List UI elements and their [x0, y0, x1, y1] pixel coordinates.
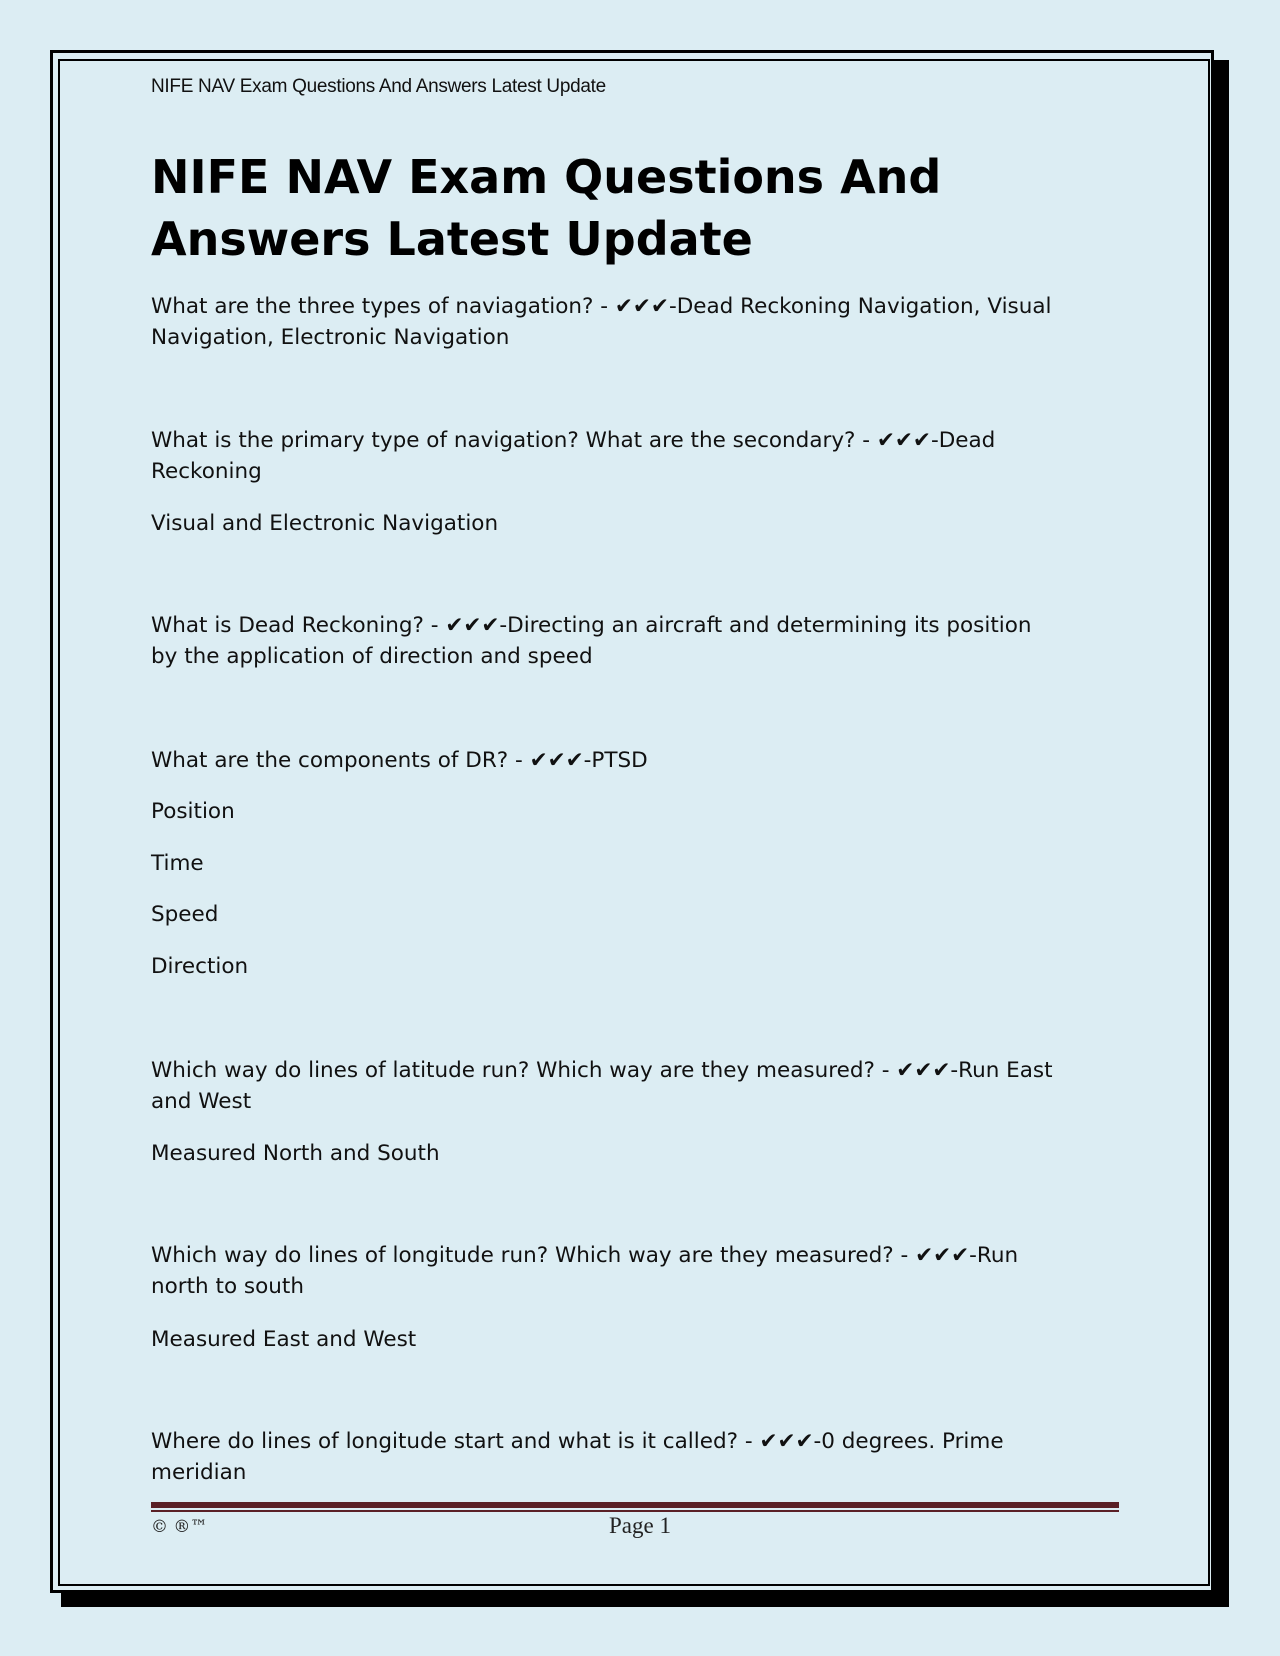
answer-line: Measured North and South — [151, 1141, 440, 1166]
question-line: Which way do lines of longitude run? Which way are they measured? - ✔✔✔-Run — [151, 1243, 1019, 1268]
footer-rule — [151, 1502, 1119, 1512]
question-line: What is Dead Reckoning? - ✔✔✔-Directing an aircraft and determining its position — [151, 613, 1032, 638]
qa-item-5 — [151, 1055, 1126, 1117]
qa-item-3 — [151, 610, 1126, 672]
answer-line: Direction — [151, 954, 249, 979]
question-line: Reckoning — [151, 459, 262, 484]
document-title — [151, 146, 1111, 270]
title-line-2: Answers Latest Update — [151, 212, 753, 266]
running-header: NIFE NAV Exam Questions And Answers Latest Update — [151, 76, 606, 97]
qa-item-2 — [151, 425, 1126, 487]
question-line: What are the three types of naviagation? - ✔✔✔-Dead Reckoning Navigation, Visual — [151, 294, 1052, 319]
question-line: Which way do lines of latitude run? Which way are they measured? - ✔✔✔-Run East — [151, 1058, 1053, 1083]
answer-line: Position — [151, 799, 235, 824]
question-line: by the application of direction and speed — [151, 644, 593, 669]
qa-item-6 — [151, 1240, 1126, 1302]
question-line: Where do lines of longitude start and what is it called? - ✔✔✔-0 degrees. Prime — [151, 1429, 1004, 1454]
title-line-1: NIFE NAV Exam Questions And — [151, 150, 942, 204]
answer-line: Time — [151, 851, 204, 876]
question-line: What is the primary type of navigation? What are the secondary? - ✔✔✔-Dead — [151, 428, 996, 453]
qa-item-4: What are the components of DR? - ✔✔✔-PTSD — [151, 748, 648, 773]
question-line: north to south — [151, 1274, 304, 1299]
question-line: and West — [151, 1089, 252, 1114]
question-line: meridian — [151, 1460, 247, 1485]
qa-item-7 — [151, 1426, 1126, 1488]
page-number: Page 1 — [609, 1513, 671, 1538]
answer-line: Measured East and West — [151, 1327, 417, 1352]
answer-line: Speed — [151, 902, 219, 927]
qa-item-1 — [151, 291, 1126, 353]
footer-symbols: © ®™ — [151, 1517, 208, 1537]
question-line: Navigation, Electronic Navigation — [151, 325, 510, 350]
answer-line: Visual and Electronic Navigation — [151, 511, 499, 536]
